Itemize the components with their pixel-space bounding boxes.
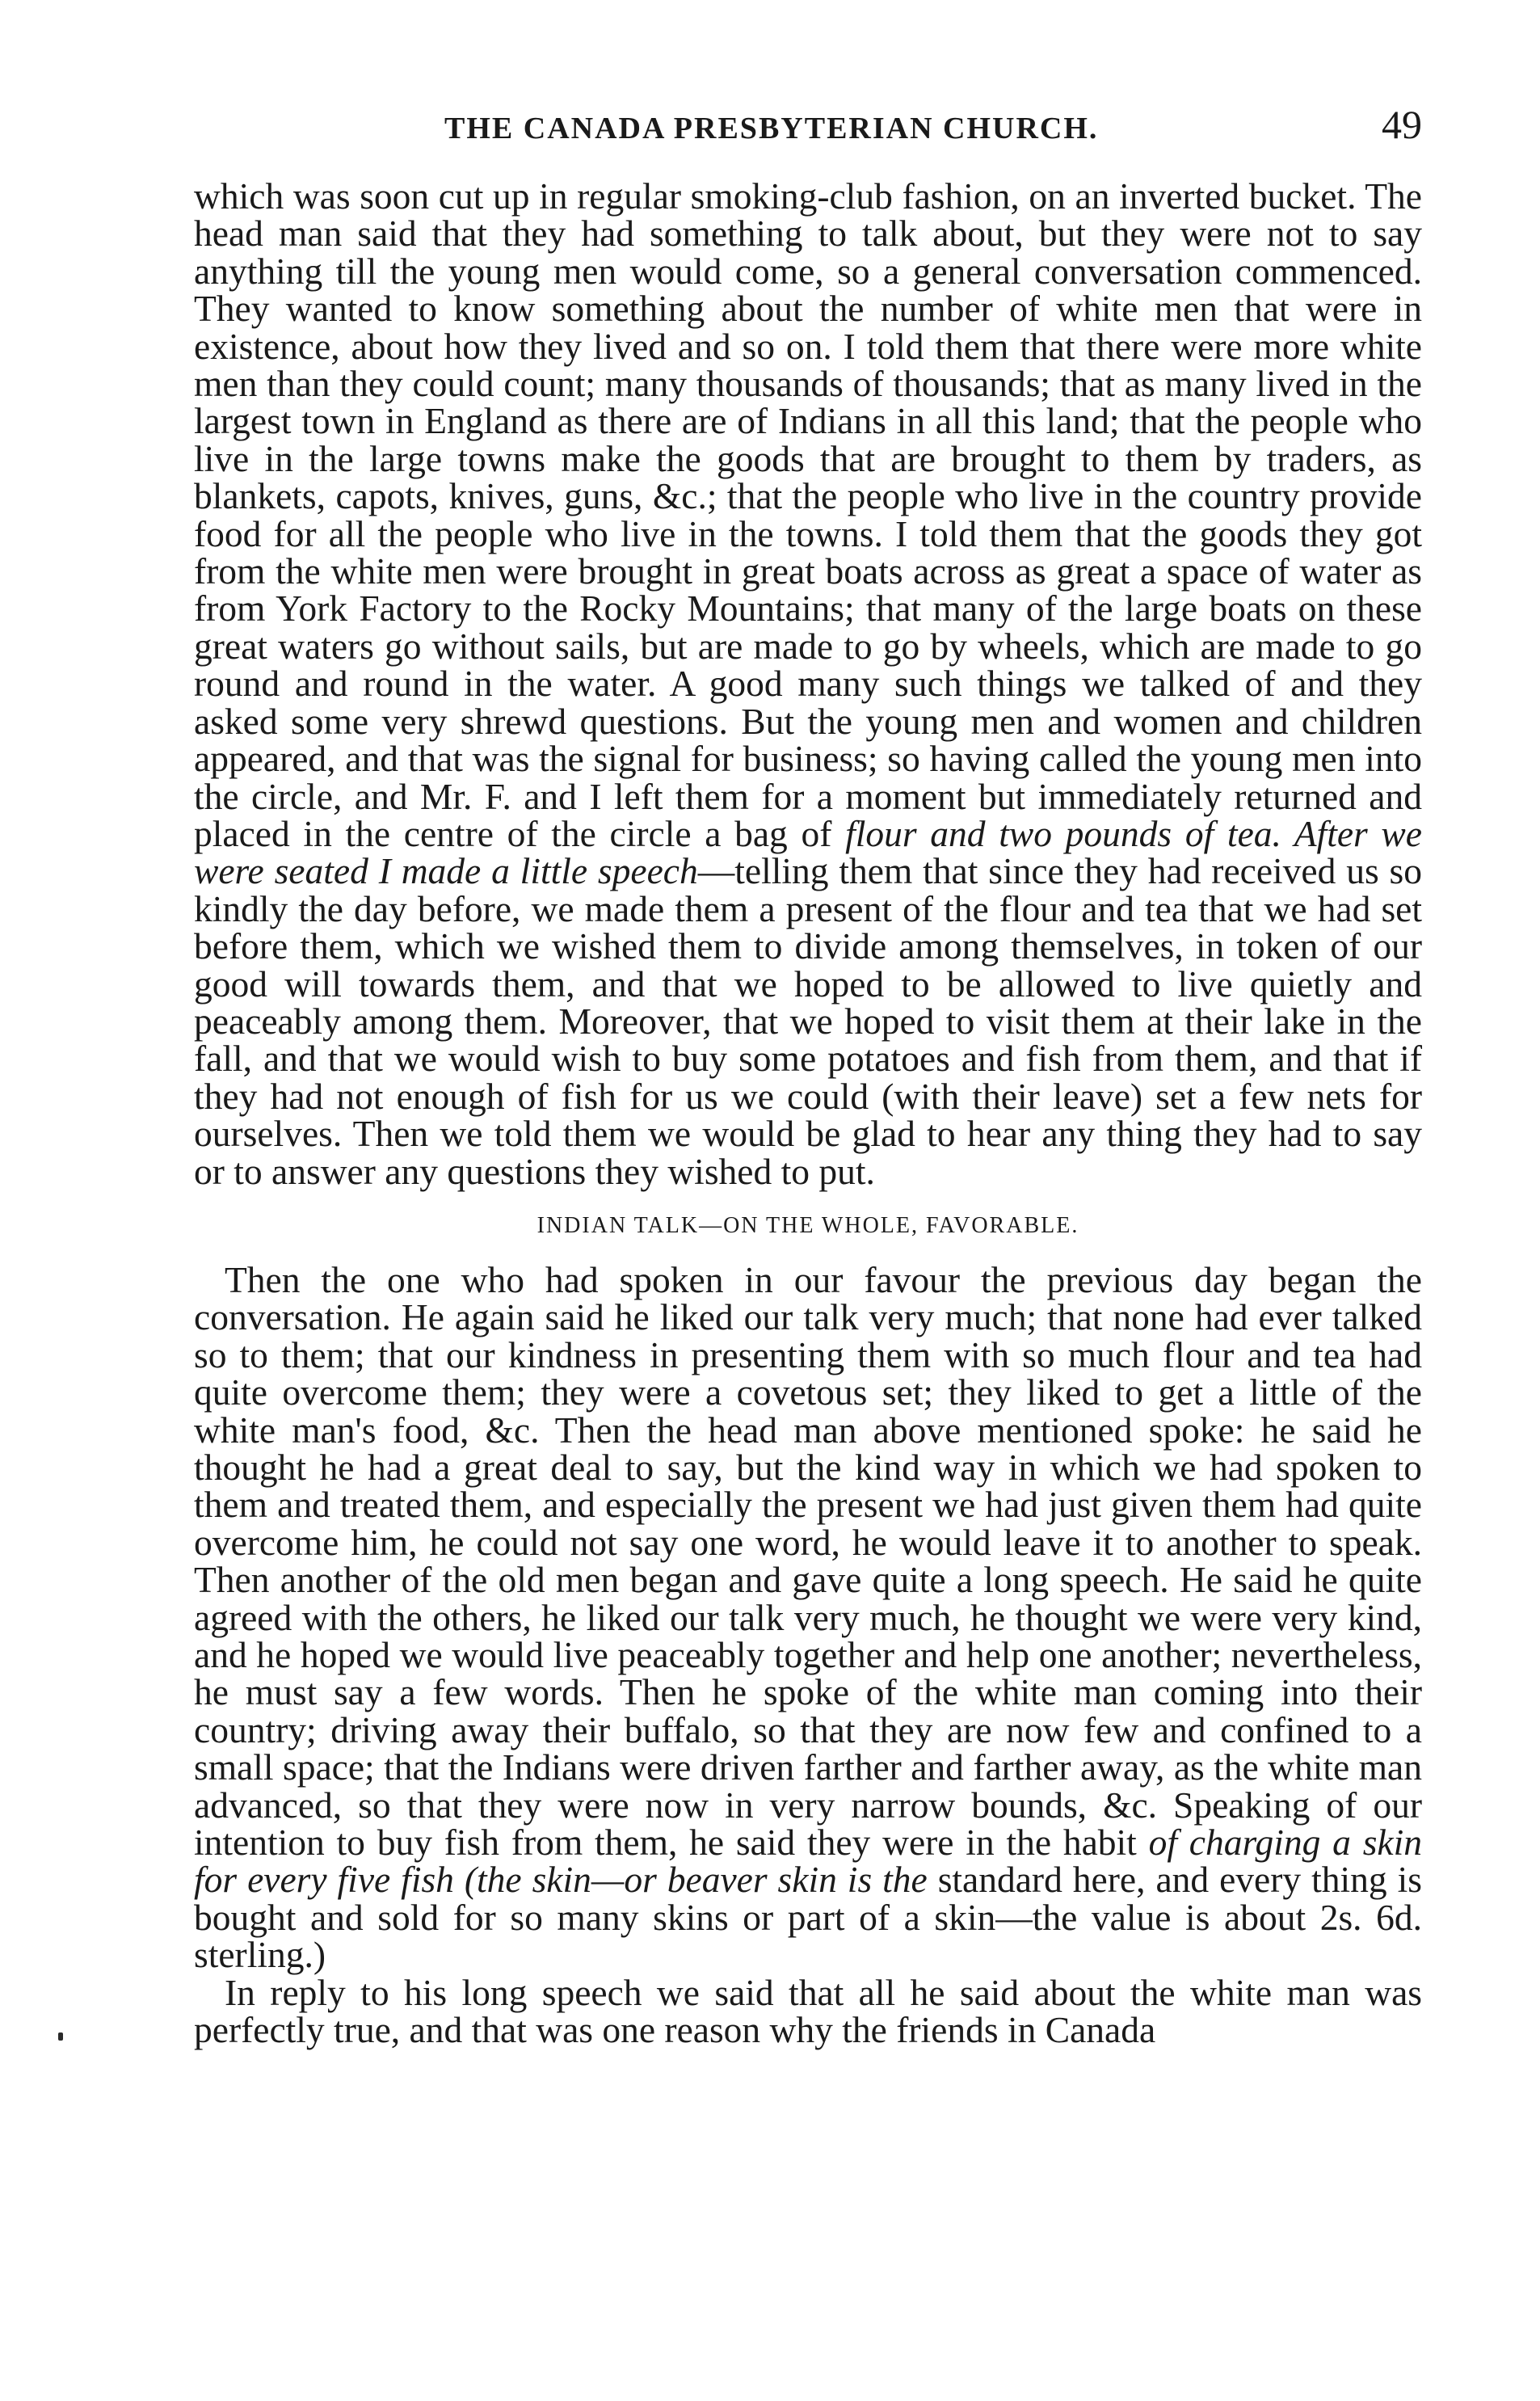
paragraph-2-text: Then the one who had spoken in our favour the previous day began the conversation. He again said he liked our talk very much; that none had ever talked so to them; that our kindness in presenting them with so much flour and tea had quite overcome them; they were a covetous set; they liked to get a little of the white man's food, &c. Then the head man above mentioned spoke: he said he thought he had a great deal to say, but the kind way in which we had spoken to them and treated them, and especially the present we had just given them had quite overcome him, he could not say one word, he would leave it to another to speak. Then another of the old men began and gave quite a long speech. He said he quite agreed with the others, he liked our talk very much, he thought we were very kind, and he hoped we would live peaceably together and help one another; nevertheless, he must say a few words. Then he spoke of the white man coming into their country; driving away their buffalo, so that they are now few and confined to a small space; that the Indians were driven farther and farther away, as the white man advanced, so that they were now in very narrow bounds, &c. Speaking of our intention to buy fish from them, he said they were in the habit	[194, 1258, 1422, 1864]
margin-ink-mark	[58, 2032, 63, 2041]
paragraph-2-text-continued: standard here, and every thing is bought and sold for so many skins or part of a skin—the value is about 2s. 6d. sterling.)	[194, 1859, 1422, 1976]
paragraph-1	[194, 175, 1422, 1192]
page-header	[194, 101, 1422, 150]
running-head: THE CANADA PRESBYTERIAN CHURCH.	[444, 112, 1099, 145]
page-number: 49	[1382, 102, 1422, 147]
paragraph-3: In reply to his long speech we said that all he said about the white man was perfectly true, and that was one reason why the friends in Canada	[194, 1971, 1422, 2051]
body-text	[194, 175, 1422, 2051]
section-subheading: INDIAN TALK—ON THE WHOLE, FAVORABLE.	[536, 1212, 1079, 1238]
paragraph-1-text: which was soon cut up in regular smoking-club fashion, on an inverted bucket. The head man said that they had something to talk about, but they were not to say anything till the young men would come, so a general conversation commenced. They wanted to know something about the number of white men that were in existence, about how they lived and so on. I told them that there were more white men than they could count; many thousands of thousands; that as many lived in the largest town in England as there are of Indians in all this land; that the people who live in the large towns make the goods that are brought to them by traders, as blankets, capots, knives, guns, &c.; that the people who live in the country provide food for all the people who live in the towns. I told them that the goods they got from the white men were brought in great boats across as great a space of water as from York Factory to the Rocky Mountains; that many of the large boats on these great waters go without sails, but are made to go by wheels, which are made to go round and round in the water. A good many such things we talked of and they asked some very shrewd questions. But the young men and women and children appeared, and that was the signal for business; so having called the young men into the circle, and Mr. F. and I left them for a moment but immediately returned and placed in the centre of the circle a bag of	[194, 175, 1422, 854]
paragraph-1-italic: flour and two pounds of tea. After we were seated I made a little speech	[194, 812, 1422, 892]
paragraph-1-text-continued: —telling them that since they had received us so kindly the day before, we made them a present of the flour and tea that we had set before them, which we wished them to divide among themselves, in token of our good will towards them, and that we hoped to be allowed to live quietly and peaceably among them. Moreover, that we hoped to visit them at their lake in the fall, and that we would wish to buy some potatoes and fish from them, and that if they had not enough of fish for us we could (with their leave) set a few nets for ourselves. Then we told them we would be glad to hear any thing they had to say or to answer any questions they wished to put.	[194, 850, 1422, 1192]
paragraph-2-italic: of charging a skin for every five fish (the skin—or beaver skin is the	[194, 1822, 1422, 1901]
paragraph-2	[194, 1258, 1422, 1976]
